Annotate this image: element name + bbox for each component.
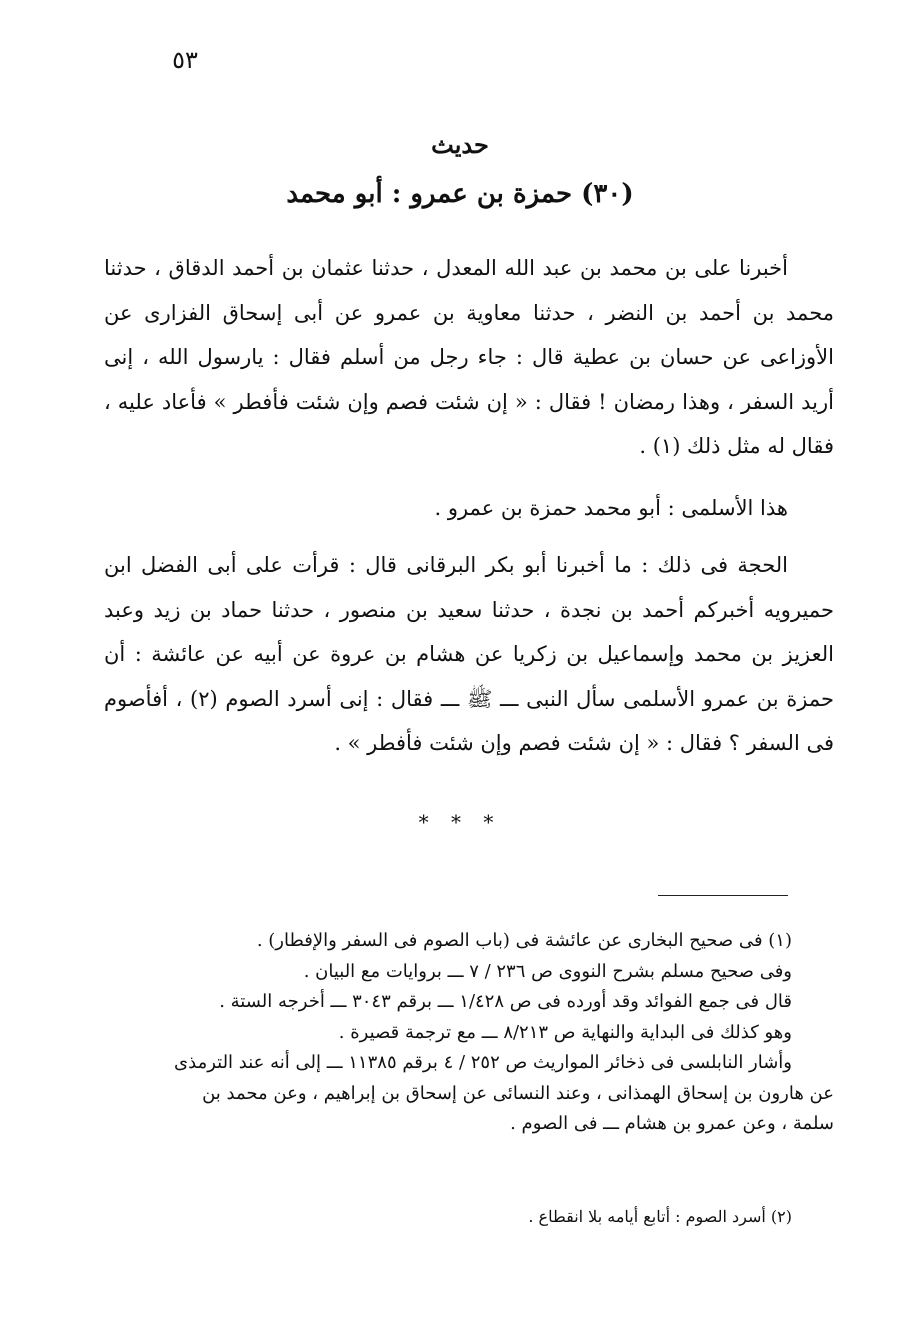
- footnote-rule: [658, 895, 788, 896]
- hadith-paragraph-2: هذا الأسلمى : أبو محمد حمزة بن عمرو .: [434, 496, 788, 520]
- footnote-2: [104, 1204, 834, 1230]
- hadith-paragraph-1: أخبرنا على بن محمد بن عبد الله المعدل ، حدثنا عثمان بن أحمد الدقاق ، حدثنا محمد بن أحمد بن النضر ، حدثنا معاوية بن عمرو عن أبى إسحاق الفزارى عن الأوزاعى عن حسان بن عطية قال : جاء رجل من أسلم فقال : يارسول الله ، إنى أريد السفر ، وهذا رمضان ! فقال : « إن شئت فصم وإن شئت فأفطر » فأعاد عليه ، فقال له مثل ذلك (١) .: [104, 256, 834, 458]
- footnote-1-line: وأشار النابلسى فى ذخائر المواريث ص ٢٥٢ / ٤ برقم ١١٣٨٥ ـــ إلى أنه عند الترمذى: [174, 1052, 792, 1073]
- footnote-1: [104, 926, 834, 1140]
- section-separator: * * *: [418, 810, 502, 834]
- hadith-heading: حديث: [431, 130, 489, 159]
- footnote-1-line: وهو كذلك فى البداية والنهاية ص ٨/٢١٣ ـــ مع ترجمة قصيرة .: [338, 1021, 792, 1043]
- footnote-1-line: قال فى جمع الفوائد وقد أورده فى ص ١/٤٢٨ ـــ برقم ٣٠٤٣ ـــ أخرجه الستة .: [219, 991, 792, 1012]
- hadith-paragraph-3: الحجة فى ذلك : ما أخبرنا أبو بكر البرقانى قال : قرأت على أبى الفضل ابن حميرويه أخبركم أحمد بن نجدة ، حدثنا سعيد بن منصور ، حدثنا حماد بن زيد وعبد العزيز بن محمد وإسماعيل بن زكريا عن هشام بن عروة عن أبيه عن عائشة : أن حمزة بن عمرو الأسلمى سأل النبى ـــ ﷺ ـــ فقال : إنى أسرد الصوم (٢) ، أفأصوم فى السفر ؟ فقال : « إن شئت فصم وإن شئت فأفطر » .: [104, 553, 834, 755]
- footnote-1-line: سلمة ، وعن عمرو بن هشام ـــ فى الصوم .: [510, 1113, 834, 1134]
- footnote-1-line: وفى صحيح مسلم بشرح النووى ص ٢٣٦ / ٧ ـــ بروايات مع البيان .: [303, 960, 792, 982]
- footnote-2-line: (٢) أسرد الصوم : أتابع أيامه بلا انقطاع .: [528, 1207, 792, 1226]
- page-number: ٥٣: [172, 46, 198, 74]
- chapter-title: (٣٠) حمزة بن عمرو : أبو محمد: [286, 179, 634, 209]
- footnote-1-line: عن هارون بن إسحاق الهمذانى ، وعند النسائى عن إسحاق بن إبراهيم ، وعن محمد بن: [202, 1082, 834, 1104]
- footnote-1-line: (١) فى صحيح البخارى عن عائشة فى (باب الصوم فى السفر والإفطار) .: [256, 930, 792, 951]
